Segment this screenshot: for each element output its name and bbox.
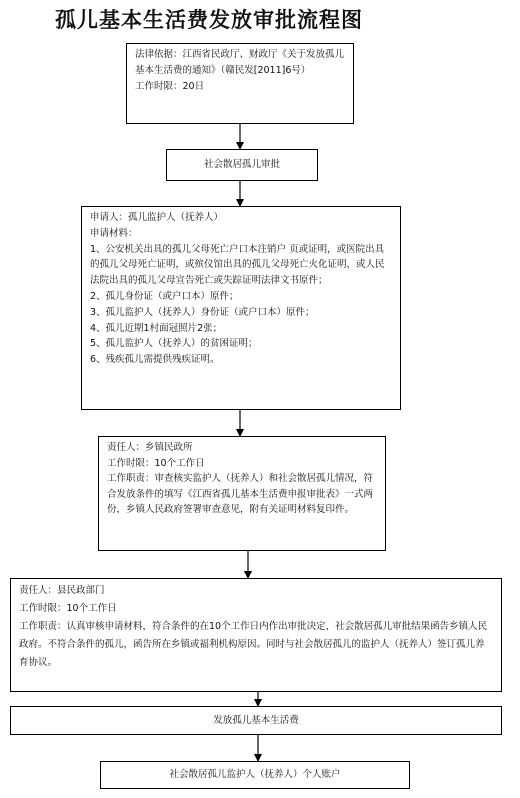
step-county-line: 工作时限：10个工作日 [19,603,117,614]
step-township-line: 责任人：乡镇民政所 [107,442,193,453]
step-application-line: 4、孤儿近期1村面冠照片2张； [90,322,223,334]
step-application-line: 5、孤儿监护人（抚养人）的贫困证明； [90,338,258,350]
step-county [10,578,502,692]
step-county-line: 工作职责：认真审核申请材料，符合条件的在10个工作日内作出审批决定，社会散居孤儿审批结果函告乡镇人民政府。不符合条件的孤儿，函告所在乡镇或福利机构原因。同时与社会散居孤儿的监护人（抚养人）签订孤儿养育协议。 [19,621,488,668]
step-township-line: 工作时限：10个工作日 [107,457,205,469]
step-application [81,206,401,410]
step-application-line: 申请人：孤儿监护人（抚养人） [90,212,224,223]
step-application-line: 6、残疾孤儿需提供残疾证明。 [90,354,220,366]
step-township [98,436,386,551]
step-application-line: 2、孤儿身份证（或户口本）原件； [90,290,239,302]
step-basis [126,43,354,124]
step-issue [10,706,502,735]
step-scattered [166,149,318,181]
step-county-line: 责任人：县民政部门 [19,585,105,596]
step-scattered-label: 社会散居孤儿审批 [203,159,280,170]
step-township-line: 工作职责：审查核实监护人（抚养人）和社会散居孤儿情况，符合发放条件的填写《江西省孤儿基本生活费申报审批表》一式两份，乡镇人民政府签署审查意见，附有关证明材料复印件。 [107,473,374,515]
step-basis-line: 工作时限：20日 [135,81,205,92]
step-issue-label: 发放孤儿基本生活费 [213,714,299,726]
step-account [100,761,410,789]
step-account-label: 社会散居孤儿监护人（抚养人）个人账户 [169,769,341,780]
step-application-line: 1、公安机关出具的孤儿父母死亡户口本注销户 页或证明，或医院出具的孤儿父母死亡证明，或殡仪馆出具的孤儿父母死亡火化证明，或人民法院出具的孤儿父母宣告死亡或失踪证明法律文书原件； [90,243,385,287]
step-basis-line: 法律依据：江西省民政厅、财政厅《关于发放孤儿基本生活费的通知》（赣民发[2011]6号） [135,49,345,76]
page-title: 孤儿基本生活费发放审批流程图 [55,7,363,32]
step-application-line: 3、孤儿监护人（抚养人）身份证（或户口本）原件； [90,306,315,318]
step-application-line: 申请材料： [90,227,138,239]
